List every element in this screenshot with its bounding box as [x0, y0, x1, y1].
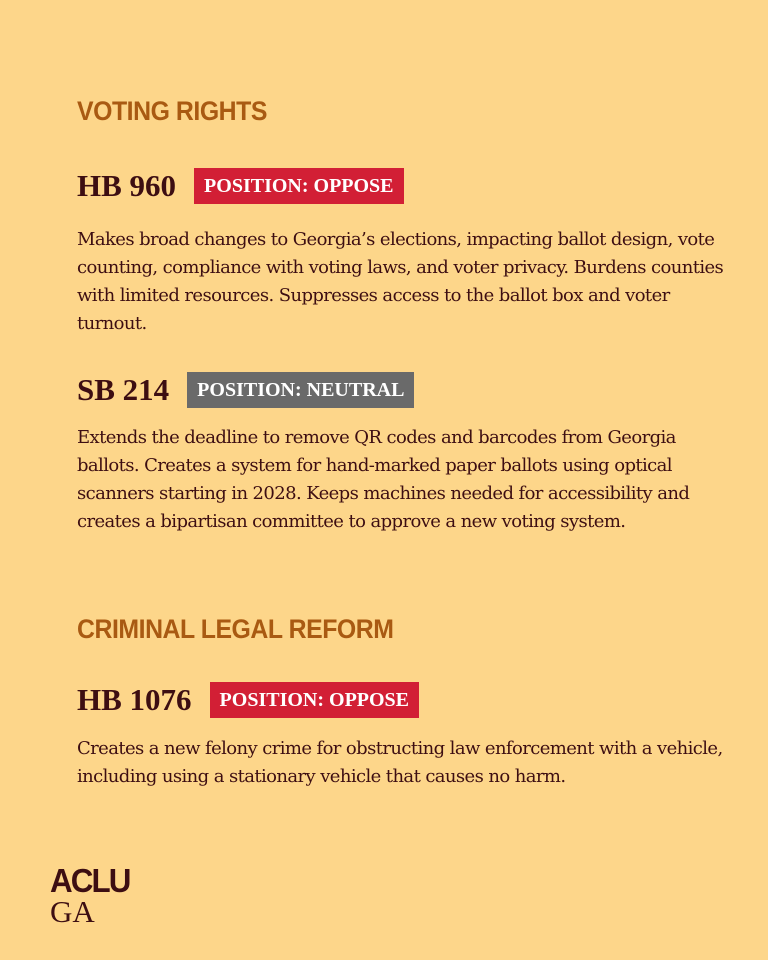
position-badge-neutral: POSITION: NEUTRAL — [187, 372, 414, 408]
bill-id: SB 214 — [77, 372, 170, 407]
position-badge-oppose: POSITION: OPPOSE — [194, 168, 403, 204]
bill-description: Makes broad changes to Georgia’s elections, impacting ballot design, vote counting, compliance with voting laws, and voter privacy. Burdens counties with limited resources. Suppresses access to the ballot box and voter turnout. — [77, 229, 724, 334]
bill-header-hb-960 — [77, 168, 404, 204]
logo-ga-text: GA — [50, 894, 95, 929]
bill-id: HB 1076 — [77, 682, 192, 717]
bill-description: Extends the deadline to remove QR codes and barcodes from Georgia ballots. Creates a system for hand-marked paper ballots using optical scanners starting in 2028. Keeps machines needed for accessibility and creates a bipartisan committee to approve a new voting system. — [77, 427, 690, 532]
bill-header-sb-214 — [77, 372, 414, 408]
bill-id: HB 960 — [77, 168, 177, 203]
position-badge-oppose: POSITION: OPPOSE — [210, 682, 419, 718]
section-heading-voting-rights: VOTING RIGHTS — [77, 96, 267, 126]
section-heading-criminal-legal-reform: CRIMINAL LEGAL REFORM — [77, 614, 394, 644]
bill-header-hb-1076 — [77, 682, 419, 718]
logo-aclu-text: ACLU — [50, 862, 130, 899]
aclu-ga-logo — [50, 862, 134, 929]
bill-description: Creates a new felony crime for obstructing law enforcement with a vehicle, including using a stationary vehicle that causes no harm. — [77, 738, 723, 787]
